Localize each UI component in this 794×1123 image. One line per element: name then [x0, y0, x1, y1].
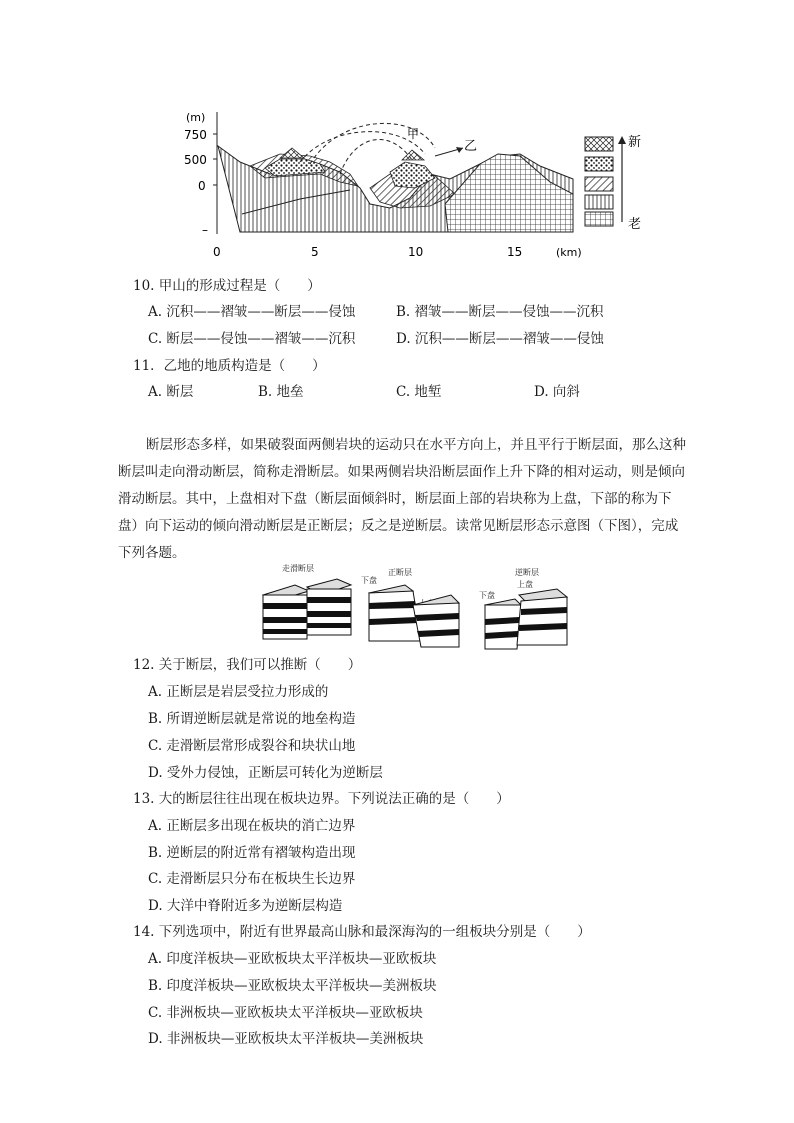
question-10-option-d[interactable]: D. 沉积——断层——褶皱——侵蚀	[396, 331, 604, 347]
x-tick: 10	[408, 245, 424, 259]
y-tick: 0	[198, 179, 206, 193]
legend-new-label: 新	[628, 135, 642, 150]
reverse-footwall-label: 下盘	[479, 591, 495, 600]
question-14-option-b[interactable]: B. 印度洋板块—亚欧板块太平洋板块—美洲板块	[148, 978, 437, 994]
legend-old-label: 老	[628, 217, 642, 232]
normal-fault-block	[365, 581, 465, 651]
x-tick: 15	[507, 245, 523, 259]
question-11-option-d[interactable]: D. 向斜	[534, 384, 580, 400]
y-tick: –	[202, 223, 208, 237]
question-14-stem: 14. 下列选项中，附近有世界最高山脉和最深海沟的一组板块分别是（ ）	[133, 924, 591, 940]
question-12-option-d[interactable]: D. 受外力侵蚀，正断层可转化为逆断层	[148, 765, 383, 781]
x-tick: 5	[311, 245, 319, 259]
question-12-stem: 12. 关于断层，我们可以推断（ ）	[133, 657, 362, 673]
question-10-option-b[interactable]: B. 褶皱——断层——侵蚀——沉积	[396, 304, 604, 320]
question-14-option-c[interactable]: C. 非洲板块—亚欧板块太平洋板块—亚欧板块	[148, 1005, 423, 1021]
x-tick: 0	[213, 245, 221, 259]
question-12-option-c[interactable]: C. 走滑断层常形成裂谷和块状山地	[148, 738, 356, 754]
question-13-option-d[interactable]: D. 大洋中脊附近多为逆断层构造	[148, 898, 343, 914]
x-unit-label: (km)	[556, 246, 582, 259]
label-yi: 乙	[464, 139, 478, 154]
question-12-option-a[interactable]: A. 正断层是岩层受拉力形成的	[148, 684, 329, 700]
question-13-option-b[interactable]: B. 逆断层的附近常有褶皱构造出现	[148, 845, 356, 861]
reverse-hangingwall-label: 上盘	[517, 580, 533, 589]
geologic-profile-figure	[180, 104, 650, 264]
question-13-option-a[interactable]: A. 正断层多出现在板块的消亡边界	[148, 818, 356, 834]
question-11-stem: 11．乙地的地质构造是（ ）	[133, 358, 326, 374]
question-13-stem: 13. 大的断层往往出现在板块边界。下列说法正确的是（ ）	[133, 791, 510, 807]
normal-fault-label: 正断层	[388, 568, 412, 577]
question-10-option-a[interactable]: A. 沉积——褶皱——断层——侵蚀	[148, 304, 356, 320]
question-11-option-b[interactable]: B. 地垒	[258, 384, 304, 400]
question-13-option-c[interactable]: C. 走滑断层只分布在板块生长边界	[148, 871, 356, 887]
y-tick: 750	[184, 128, 207, 142]
y-tick: 500	[184, 153, 207, 167]
question-14-option-a[interactable]: A. 印度洋板块—亚欧板块太平洋板块—亚欧板块	[148, 951, 437, 967]
label-jia: 甲	[407, 127, 420, 141]
fault-types-figure	[255, 563, 575, 653]
fault-intro-paragraph: 断层形态多样，如果破裂面两侧岩块的运动只在水平方向上，并且平行于断层面，那么这种断层叫走向滑动断层，简称走滑断层。如果两侧岩块沿断层面作上升下降的相对运动，则是倾向滑动断层。其中，上盘相对下盘（断层面倾斜时，断层面上部的岩块称为上盘，下部的称为下盘）向下运动的倾向滑动断层是正断层；反之是逆断层。读常见断层形态示意图（下图），完成下列各题。	[118, 437, 686, 561]
question-11-option-c[interactable]: C. 地堑	[396, 384, 442, 400]
reverse-fault-block	[481, 587, 575, 653]
y-unit-label: (m)	[186, 111, 206, 124]
question-11-option-a[interactable]: A. 断层	[148, 384, 194, 400]
question-12-option-b[interactable]: B. 所谓逆断层就是常说的地垒构造	[148, 711, 356, 727]
question-14-option-d[interactable]: D. 非洲板块—亚欧板块太平洋板块—美洲板块	[148, 1031, 424, 1047]
strike-slip-label: 走滑断层	[282, 564, 314, 573]
strike-slip-block	[259, 575, 354, 645]
question-10-stem: 10. 甲山的形成过程是（ ）	[133, 278, 321, 294]
normal-footwall-label: 下盘	[361, 576, 377, 585]
reverse-fault-label: 逆断层	[515, 568, 539, 577]
question-10-option-c[interactable]: C. 断层——侵蚀——褶皱——沉积	[148, 331, 356, 347]
